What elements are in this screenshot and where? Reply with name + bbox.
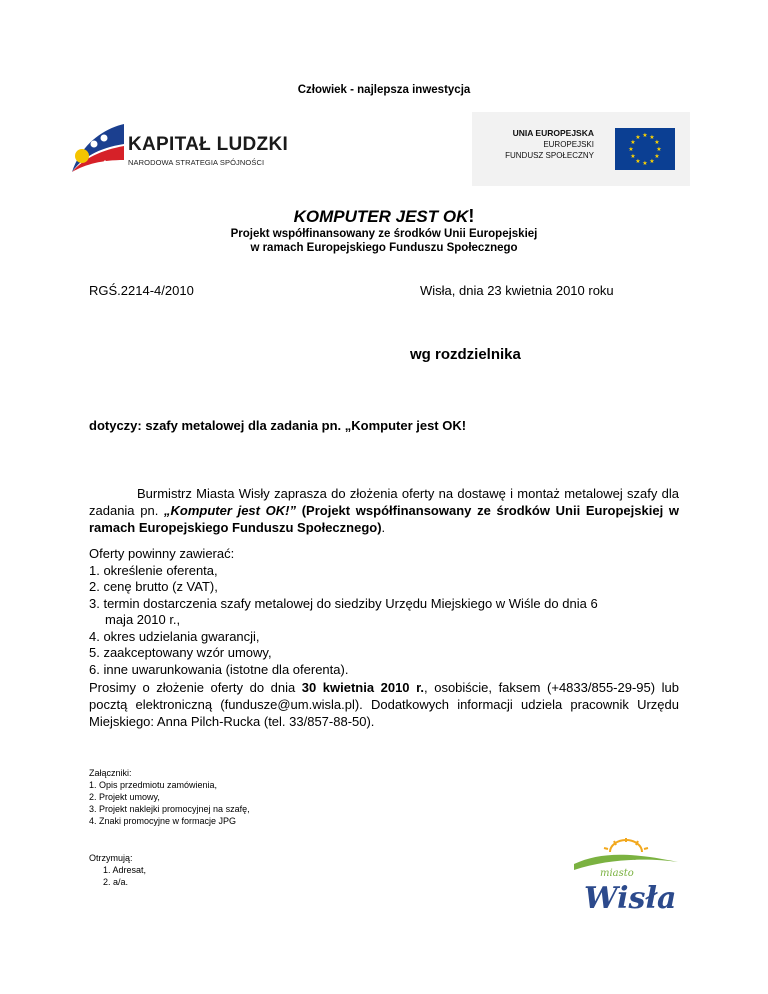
intro-cofinancing: (Projekt współfinansowany ze środków Unii Europejskiej w ramach Europejskiego Funduszu Społecznego) [89,503,679,535]
attachment-item: 2. Projekt umowy, [89,792,160,802]
header-tagline: Człowiek - najlepsza inwestycja [297,84,471,96]
document-date: Wisła, dnia 23 kwietnia 2010 roku [420,283,614,298]
offers-item: 3. termin dostarczenia szafy metalowej do siedziby Urzędu Miejskiego w Wiśle do dnia 6 [89,595,598,611]
attachment-item: 4. Znaki promocyjne w formacje JPG [89,816,237,826]
project-title-text: KOMPUTER JEST OK [293,207,469,226]
recipients-heading: Otrzymują: [89,853,133,863]
offers-heading: Oferty powinny zawierać: [89,546,235,561]
svg-text:★: ★ [656,146,662,153]
attachments-heading: Załączniki: [89,768,132,778]
attachments-section [89,767,250,827]
kapital-ludzki-subtitle: NARODOWA STRATEGIA SPÓJNOŚCI [128,158,265,167]
wisla-logo [570,838,682,918]
subject-line: dotyczy: szafy metalowej dla zadania pn. „Komputer jest OK! [89,418,467,433]
offers-item: 4. okres udzielania gwarancji, [89,628,260,644]
eu-line2: EUROPEJSKI [543,140,594,149]
project-cofinancing-line1: Projekt współfinansowany ze środków Unii Europejskiej [230,228,538,240]
svg-text:★: ★ [642,160,648,167]
svg-text:★: ★ [635,158,641,165]
svg-text:★: ★ [630,139,636,146]
wisla-logo-big: Wisła [584,881,677,916]
kapital-ludzki-title: KAPITAŁ LUDZKI [128,134,289,155]
offers-item: 6. inne uwarunkowania (istotne dla oferenta). [89,661,349,677]
attachment-item: 1. Opis przedmiotu zamówienia, [89,780,218,790]
offers-section [89,546,679,678]
eu-logo [472,112,690,186]
kapital-ludzki-emblem-icon [68,120,126,182]
svg-text:★: ★ [654,139,660,146]
svg-text:★: ★ [649,134,655,141]
intro-task-name: „Komputer jest OK!” [164,503,297,518]
intro-paragraph [89,485,679,536]
svg-text:★: ★ [654,153,660,160]
wisla-logo-small: miasto [600,868,634,879]
project-title [0,206,768,227]
offers-item: 2. cenę brutto (z VAT), [89,579,218,594]
request-part1: Prosimy o złożenie oferty do dnia [89,680,302,695]
request-part2: , osobiście, faksem (+4833/855-29-95) lub pocztą elektroniczną (fundusze@um.wisla.pl). Dodatkowych informacji udziela pracownik Urzędu Miejskiego: Anna Pilch-Rucka (tel. 33/857-88-50). [89,680,679,729]
request-paragraph [89,679,679,730]
eu-logo-text [505,128,594,161]
reference-number: RGŚ.2214-4/2010 [89,283,194,298]
svg-text:★: ★ [635,134,641,141]
intro-end: . [381,520,386,535]
kapital-ludzki-logo [68,120,298,182]
project-cofinancing-line2: w ramach Europejskiego Funduszu Społecznego [250,242,518,254]
recipient-line: wg rozdzielnika [410,346,521,363]
recipient-item: 1. Adresat, [103,865,147,875]
recipients-section [89,852,146,888]
attachment-item: 3. Projekt naklejki promocyjnej na szafę, [89,804,250,814]
svg-text:★: ★ [630,153,636,160]
recipient-item: 2. a/a. [103,877,129,887]
intro-part1: Burmistrz Miasta Wisły zaprasza do złożenia oferty na dostawę i montaż metalowej szafy dla zadania pn. [89,486,679,518]
offers-item-continuation: maja 2010 r., [105,612,181,627]
wisla-logo-icon [570,838,682,918]
eu-line1: UNIA EUROPEJSKA [512,128,594,138]
eu-line3: FUNDUSZ SPOŁECZNY [505,151,594,160]
svg-text:★: ★ [628,146,634,153]
svg-text:★: ★ [642,132,648,139]
request-deadline: 30 kwietnia 2010 r. [301,680,425,695]
eu-flag-icon [615,128,675,170]
project-title-mark: ! [468,206,475,226]
offers-item: 5. zaakceptowany wzór umowy, [89,645,272,660]
offers-item: 1. określenie oferenta, [89,562,218,578]
svg-text:★: ★ [649,158,655,165]
